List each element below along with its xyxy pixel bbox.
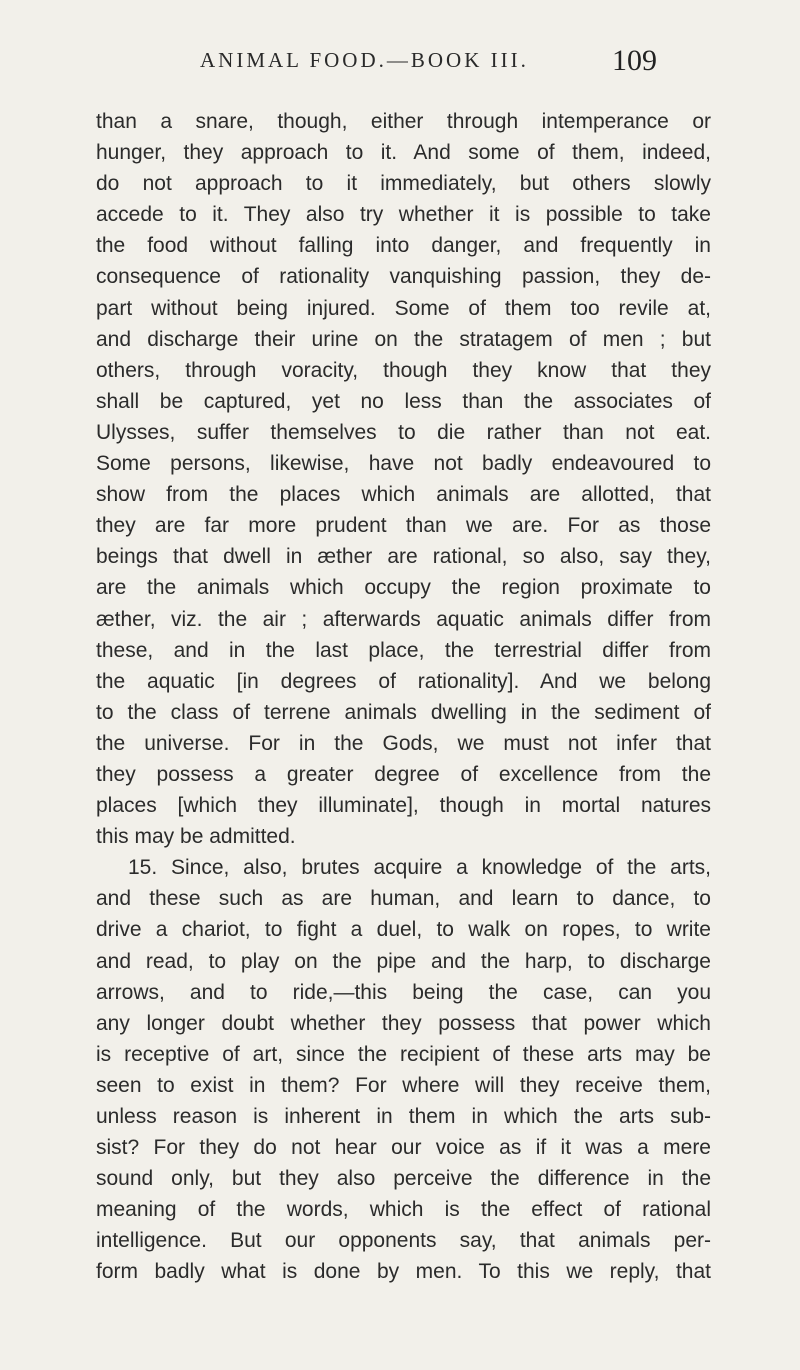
text-line: seen to exist in them? For where will they receive them, [96,1073,711,1097]
running-title: ANIMAL FOOD.—BOOK III. [200,48,529,72]
text-line: the universe. For in the Gods, we must not infer that [96,731,711,755]
text-line: drive a chariot, to fight a duel, to walk on ropes, to write [96,918,711,942]
text-line: part without being injured. Some of them too revile at, [96,296,711,320]
text-line: arrows, and to ride,—this being the case, can you [96,980,711,1004]
text-line: shall be captured, yet no less than the associates of [96,389,711,413]
text-line: hunger, they approach to it. And some of them, indeed, [96,141,711,165]
text-line: and discharge their urine on the stratagem of men ; but [96,327,711,351]
text-line: is receptive of art, since the recipient of these arts may be [96,1042,711,1066]
text-line: are the animals which occupy the region proximate to [96,576,711,600]
text-line: unless reason is inherent in them in which the arts sub- [96,1105,711,1128]
text-line: any longer doubt whether they possess that power which [96,1011,711,1035]
body-text [96,106,711,1288]
text-line: beings that dwell in æther are rational, so also, say they, [96,545,711,569]
page-number: 109 [612,44,657,77]
text-line: Some persons, likewise, have not badly endeavoured to [96,452,711,476]
text-line: the food without falling into danger, and frequently in [96,234,711,258]
text-line: æther, viz. the air ; afterwards aquatic animals differ from [96,607,711,631]
text-line: others, through voracity, though they know that they [96,358,711,382]
text-line: to the class of terrene animals dwelling in the sediment of [96,700,711,724]
text-line: do not approach to it immediately, but others slowly [96,172,711,196]
paragraph-start-line: 15. Since, also, brutes acquire a knowledge of the arts, [128,856,711,880]
text-line: meaning of the words, which is the effect of rational [96,1198,711,1222]
text-line: places [which they illuminate], though in mortal natures [96,794,711,818]
text-line: accede to it. They also try whether it is possible to take [96,203,711,227]
text-line: consequence of rationality vanquishing passion, they de- [96,265,711,289]
text-line: they are far more prudent than we are. For as those [96,514,711,538]
text-line: and these such as are human, and learn to dance, to [96,887,711,911]
text-line: sound only, but they also perceive the difference in the [96,1167,711,1191]
running-head [0,44,800,84]
text-line: Ulysses, suffer themselves to die rather than not eat. [96,420,711,444]
text-line: and read, to play on the pipe and the harp, to discharge [96,949,711,973]
text-line: show from the places which animals are allotted, that [96,483,711,507]
text-line: sist? For they do not hear our voice as if it was a mere [96,1136,711,1160]
text-line: these, and in the last place, the terrestrial differ from [96,638,711,662]
text-line: this may be admitted. [96,825,296,849]
text-line: form badly what is done by men. To this we reply, that [96,1260,711,1284]
text-line: the aquatic [in degrees of rationality]. And we belong [96,669,711,693]
text-line: than a snare, though, either through intemperance or [96,110,711,133]
text-line: they possess a greater degree of excellence from the [96,762,711,786]
text-line: intelligence. But our opponents say, that animals per- [96,1229,711,1253]
